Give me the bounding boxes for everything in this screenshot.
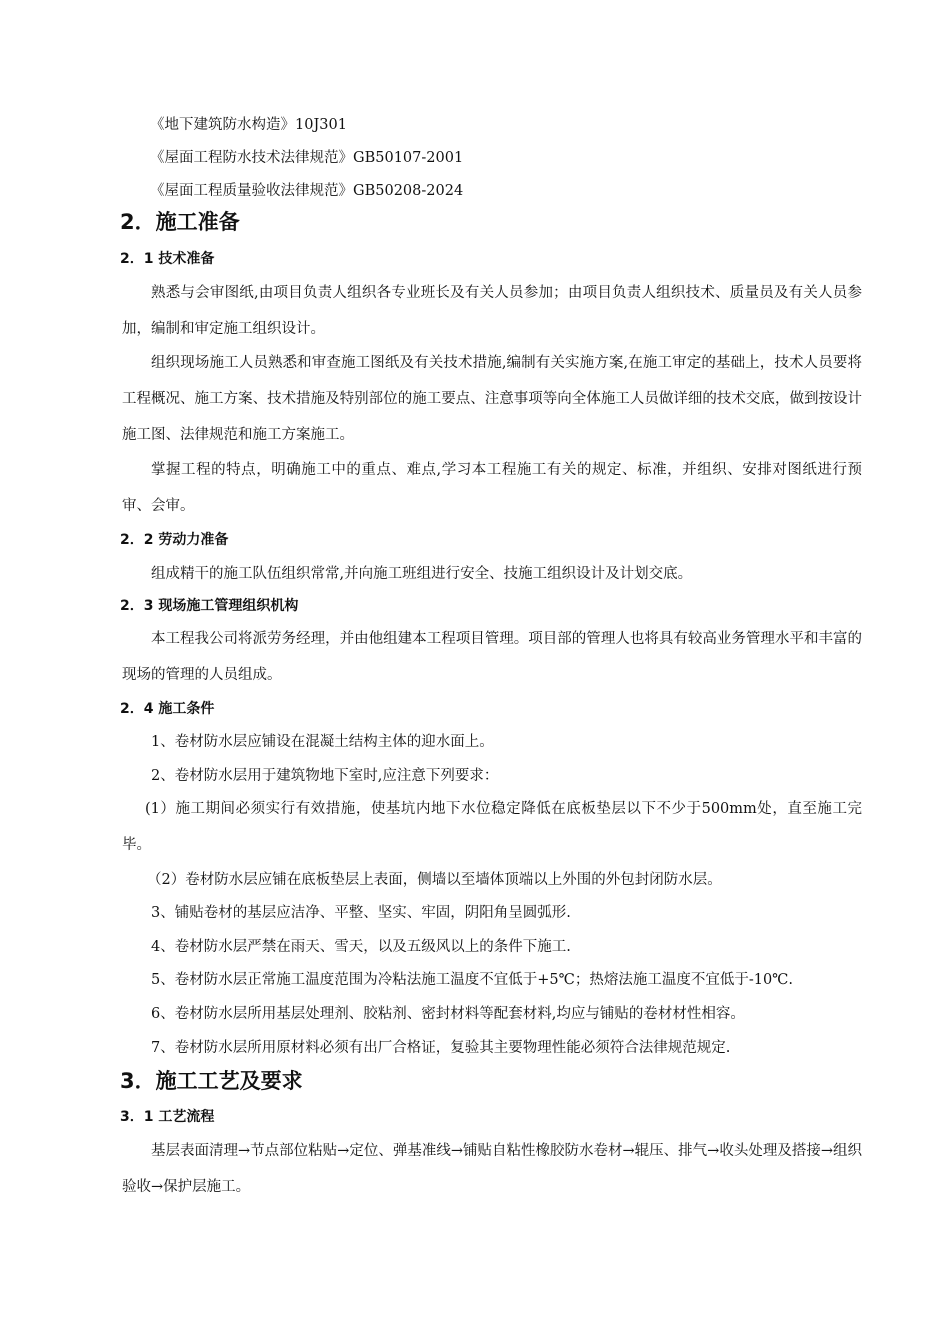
- subsection-heading: 2．4 施工条件: [120, 701, 215, 717]
- reference-line: 《屋面工程防水技术法律规范》GB50107-2001: [150, 150, 464, 166]
- section-heading: 2．施工准备: [120, 210, 240, 234]
- subsection-heading: 2．1 技术准备: [120, 251, 215, 267]
- reference-line: 《屋面工程质量验收法律规范》GB50208-2024: [150, 183, 464, 199]
- reference-line: 《地下建筑防水构造》10J301: [150, 117, 347, 133]
- condition-subitem: （2）卷材防水层应铺在底板垫层上表面，侧墙以至墙体顶端以上外围的外包封闭防水层。: [147, 872, 722, 888]
- paragraph: 本工程我公司将派劳务经理，并由他组建本工程项目管理。项目部的管理人也将具有较高业务管理水平和丰富的现场的管理的人员组成。: [122, 631, 862, 683]
- condition-item: 2、卷材防水层用于建筑物地下室时,应注意下列要求：: [151, 768, 499, 784]
- paragraph: 组成精干的施工队伍组织常常,并向施工班组进行安全、技施工组织设计及计划交底。: [151, 566, 693, 582]
- paragraph: 熟悉与会审图纸,由项目负责人组织各专业班长及有关人员参加；由项目负责人组织技术、质量员及有关人员参加，编制和审定施工组织设计。: [122, 285, 862, 337]
- condition-subitem: (1）施工期间必须实行有效措施，使基坑内地下水位稳定降低在底板垫层以下不少于500mm处，直至施工完毕。: [122, 801, 862, 853]
- paragraph: 组织现场施工人员熟悉和审查施工图纸及有关技术措施,编制有关实施方案,在施工审定的基础上，技术人员要将工程概况、施工方案、技术措施及特别部位的施工要点、注意事项等向全体施工人员做详细的技术交底，做到按设计施工图、法律规范和施工方案施工。: [122, 355, 862, 443]
- paragraph: 基层表面清理→节点部位粘贴→定位、弹基准线→铺贴自粘性橡胶防水卷材→辊压、排气→收头处理及搭接→组织验收→保护层施工。: [122, 1143, 862, 1195]
- condition-item: 7、卷材防水层所用原材料必须有出厂合格证，复验其主要物理性能必须符合法律规范规定.: [151, 1040, 731, 1056]
- condition-item: 6、卷材防水层所用基层处理剂、胶粘剂、密封材料等配套材料,均应与铺贴的卷材材性相容。: [151, 1006, 745, 1022]
- subsection-heading: 2．3 现场施工管理组织机构: [120, 598, 299, 614]
- condition-item: 4、卷材防水层严禁在雨天、雪天，以及五级风以上的条件下施工.: [151, 939, 571, 955]
- subsection-heading: 3．1 工艺流程: [120, 1109, 215, 1125]
- condition-item: 3、铺贴卷材的基层应洁净、平整、坚实、牢固，阴阳角呈圆弧形.: [151, 905, 571, 921]
- subsection-heading: 2．2 劳动力准备: [120, 532, 229, 548]
- paragraph: 掌握工程的特点，明确施工中的重点、难点,学习本工程施工有关的规定、标准，并组织、安排对图纸进行预审、会审。: [122, 462, 862, 514]
- condition-item: 1、卷材防水层应铺设在混凝土结构主体的迎水面上。: [151, 734, 494, 750]
- condition-item: 5、卷材防水层正常施工温度范围为冷粘法施工温度不宜低于+5℃；热熔法施工温度不宜低于-10℃.: [151, 972, 793, 988]
- section-heading: 3．施工工艺及要求: [120, 1069, 303, 1093]
